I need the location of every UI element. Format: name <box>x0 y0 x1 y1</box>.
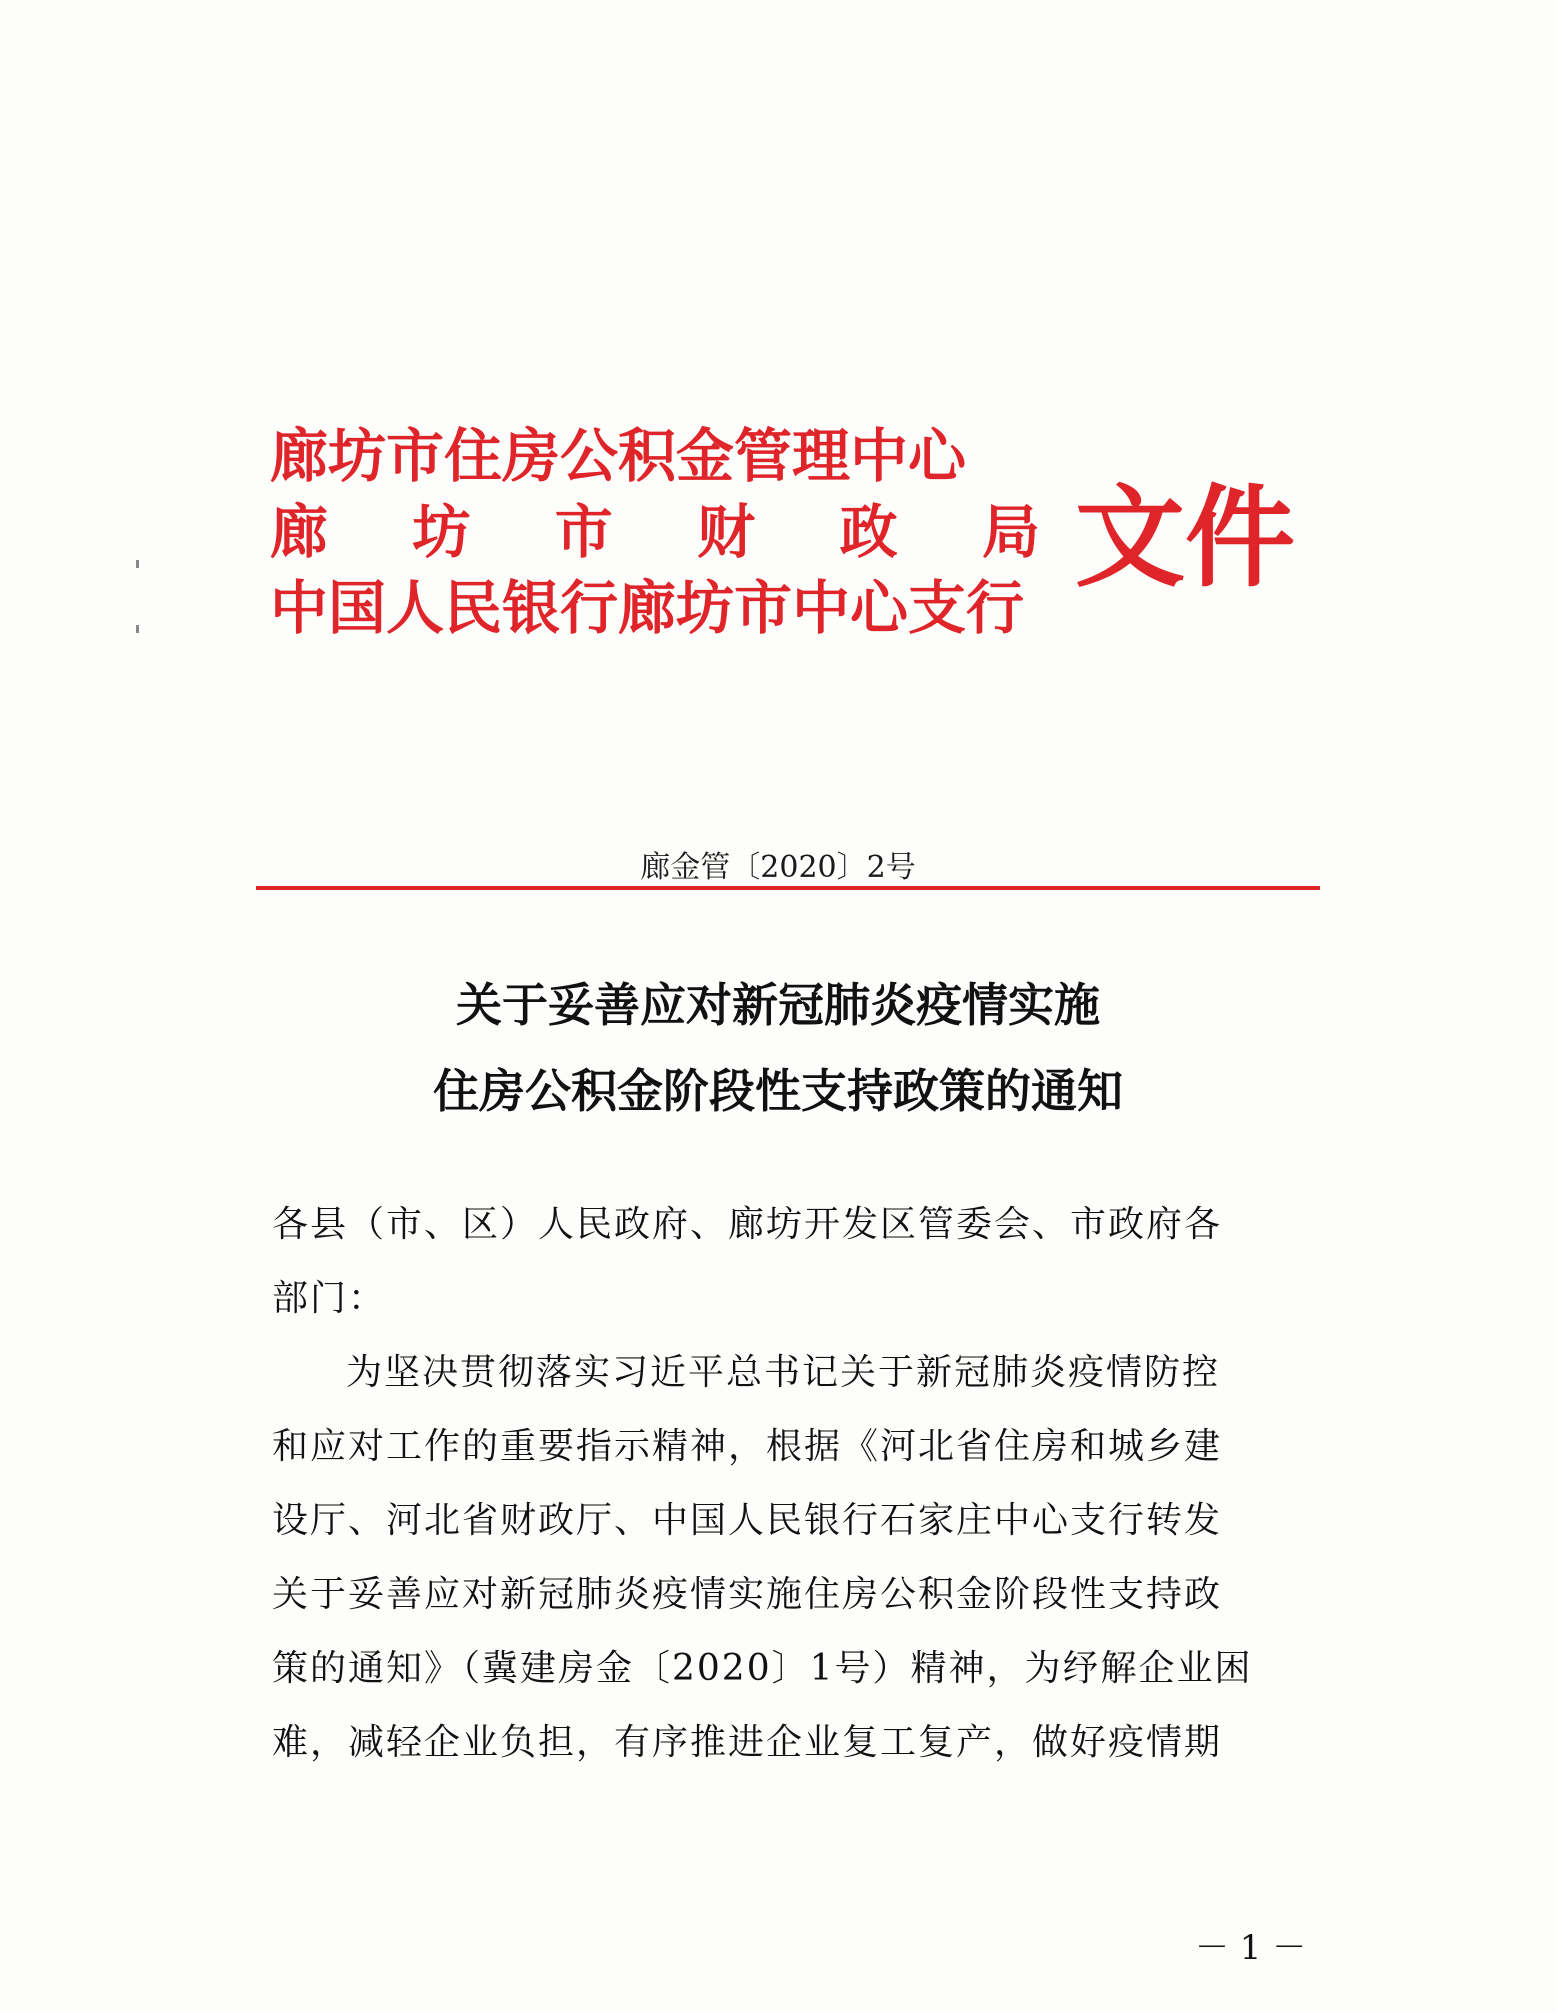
issuer-name: 廊坊市住房公积金管理中心 <box>270 422 967 490</box>
issuer-line-3 <box>270 570 1040 646</box>
issuer-line-2 <box>270 494 1040 570</box>
scan-artifact <box>136 560 139 568</box>
title-line-2: 住房公积金阶段性支持政策的通知 <box>433 1064 1123 1118</box>
document-body <box>272 1188 1292 1780</box>
paragraph-line: 为坚决贯彻落实习近平总书记关于新冠肺炎疫情防控 <box>346 1352 1221 1393</box>
document-title <box>0 962 1556 1134</box>
paragraph-line: 和应对工作的重要指示精神，根据《河北省住房和城乡建 <box>272 1426 1223 1467</box>
issuer-name: 中国人民银行廊坊市中心支行 <box>270 574 1025 642</box>
paragraph-line: 难，减轻企业负担，有序推进企业复工复产，做好疫情期 <box>272 1722 1223 1763</box>
issuer-char: 财 <box>697 498 756 566</box>
document-type-label: 文件 <box>1075 473 1295 602</box>
issuer-line-1 <box>270 418 1040 494</box>
red-divider-line <box>256 886 1320 890</box>
issuing-authorities <box>270 418 1040 646</box>
issuer-char: 局 <box>981 498 1040 566</box>
page-number: － 1 － <box>1195 1928 1307 1968</box>
issuer-char: 廊 <box>270 498 329 566</box>
paragraph-line: 关于妥善应对新冠肺炎疫情实施住房公积金阶段性支持政 <box>272 1574 1223 1615</box>
paragraph-line: 策的通知》（冀建房金〔2020〕1号）精神，为纾解企业困 <box>272 1648 1253 1689</box>
scan-artifact <box>136 625 139 633</box>
issuer-char: 坊 <box>412 498 471 566</box>
recipients-line-2: 部门： <box>272 1278 387 1319</box>
paragraph-line: 设厅、河北省财政厅、中国人民银行石家庄中心支行转发 <box>272 1500 1223 1541</box>
document-number: 廊金管〔2020〕2号 <box>640 850 916 885</box>
issuer-char: 政 <box>839 498 898 566</box>
issuer-char: 市 <box>554 498 613 566</box>
title-line-1: 关于妥善应对新冠肺炎疫情实施 <box>456 978 1100 1032</box>
recipients-line-1: 各县（市、区）人民政府、廊坊开发区管委会、市政府各 <box>272 1204 1223 1245</box>
